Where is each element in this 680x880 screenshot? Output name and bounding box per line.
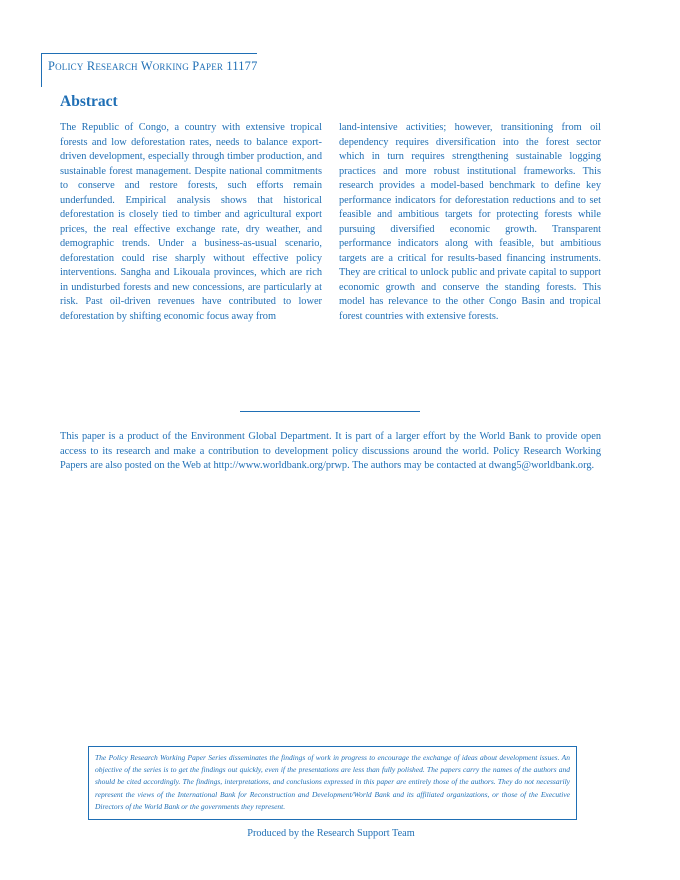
abstract-heading: Abstract [60, 93, 118, 110]
series-label: Policy Research Working Paper 11177 [48, 59, 258, 73]
section-divider [240, 411, 420, 412]
production-credit: Produced by the Research Support Team [247, 828, 415, 839]
product-note: This paper is a product of the Environment Global Department. It is part of a larger effort by the World Bank to provide open access to its research and make a contribution to development policy discussions around the world. Policy Research Working Papers are also posted on the Web at http://www.worldbank.org/prwp. The authors may be contacted at dwang5@worldbank.org. [60, 431, 601, 471]
abstract-paragraph-1: The Republic of Congo, a country with extensive tropical forests and low deforestation rates, needs to balance export-driven development, especially through timber production, and sustainable forest management. Despite national commitments to conserve and restore forests, such efforts remain underfunded. Empirical analysis shows that historical deforestation is closely tied to timber and agricultural export prices, the real effective exchange rate, dry weather, and demographic trends. Under a business-as-usual scenario, deforestation could rise sharply without effective policy interventions. Sangha and Likouala provinces, which are rich in undisturbed forests and new concessions, are particularly at risk. Past oil-driven revenues have contributed to lower deforestation by shifting economic focus away from [60, 122, 322, 322]
abstract-column-right [339, 121, 601, 324]
abstract-body [60, 121, 601, 324]
abstract-column-left [60, 121, 322, 324]
disclaimer-box [88, 746, 577, 820]
abstract-paragraph-2: land-intensive activities; however, transitioning from oil dependency requires diversification into the forest sector which in turn requires strengthening sustainable logging practices and more robust institutional frameworks. This research provides a model-based benchmark to define key performance indicators for deforestation reductions and to set feasible and ambitious targets for protecting forests while pursuing diversified economic growth. Transparent performance indicators along with feasible, but ambitious targets are a critical for results-based financing instruments. They are critical to unlock public and private capital to support economic growth and conserve the standing forests. This model has relevance to the other Congo Basin and tropical forest countries with extensive forests. [339, 122, 601, 322]
series-label-frame [41, 53, 257, 87]
disclaimer-text: The Policy Research Working Paper Series disseminates the findings of work in progress to encourage the exchange of ideas about development issues. An objective of the series is to get the findings out quickly, even if the presentations are less than fully polished. The papers carry the names of the authors and should be cited accordingly. The findings, interpretations, and conclusions expressed in this paper are entirely those of the authors. They do not necessarily represent the views of the International Bank for Reconstruction and Development/World Bank and its affiliated organizations, or those of the Executive Directors of the World Bank or the governments they represent. [95, 753, 570, 811]
